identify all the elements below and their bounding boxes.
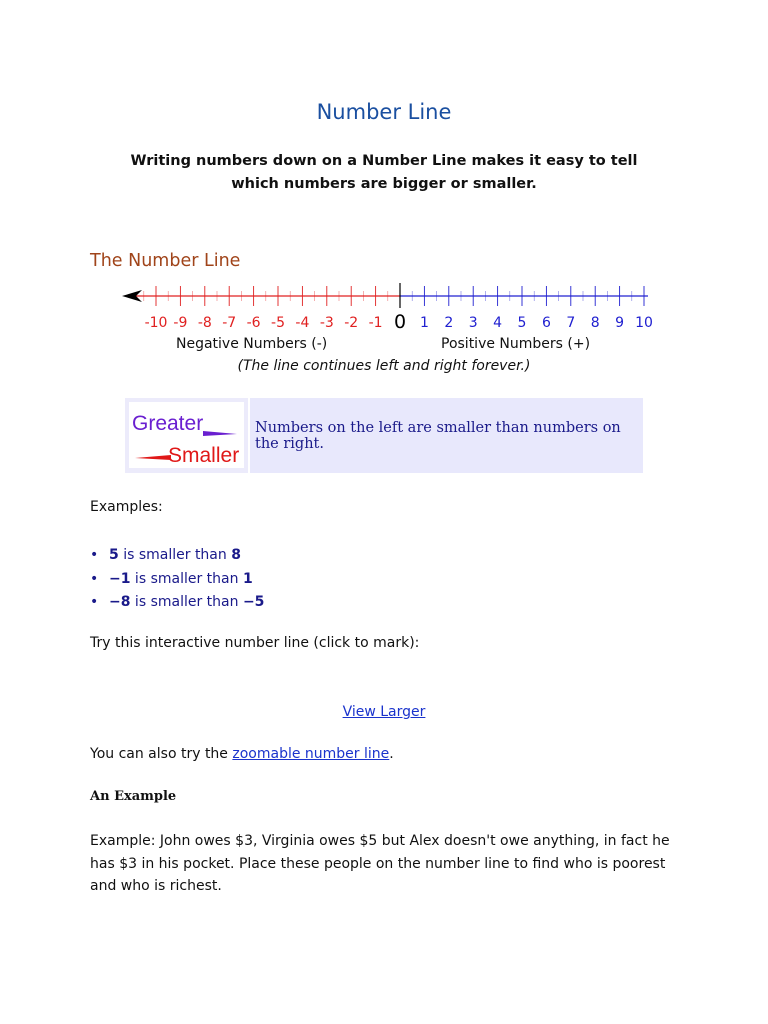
bullet-icon: • xyxy=(90,594,99,610)
tick-label: 9 xyxy=(615,315,625,331)
zoomable-prefix: You can also try the xyxy=(90,746,233,762)
tick-label: -2 xyxy=(344,315,359,331)
tick-label: -10 xyxy=(144,315,168,331)
zoomable-number-line-link[interactable]: zoomable number line xyxy=(232,746,390,762)
positive-numbers-label: Positive Numbers (+) xyxy=(441,336,591,352)
negative-numbers-label: Negative Numbers (-) xyxy=(176,336,328,352)
page-title: Number Line xyxy=(316,100,452,124)
bullet-icon: • xyxy=(90,570,99,587)
zoomable-suffix: . xyxy=(389,746,394,762)
examples-list xyxy=(90,545,264,616)
tick-label: 4 xyxy=(493,315,503,331)
tick-label: -7 xyxy=(222,315,237,331)
an-example-heading: An Example xyxy=(90,789,177,804)
example-a: −8 xyxy=(109,594,131,610)
tick-label: -1 xyxy=(368,315,383,331)
tick-label-zero: 0 xyxy=(393,311,407,333)
number-line-note: (The line continues left and right forever.) xyxy=(237,358,531,374)
tick-label: 2 xyxy=(444,315,454,331)
greater-word: Greater xyxy=(132,412,204,435)
greater-smaller-graphic xyxy=(129,402,244,468)
interactive-prompt: Try this interactive number line (click to mark): xyxy=(90,635,420,651)
tick-label: 8 xyxy=(590,315,600,331)
list-item xyxy=(90,545,264,569)
example-mid: is smaller than xyxy=(130,570,243,587)
example-paragraph: Example: John owes $3, Virginia owes $5 but Alex doesn't owe anything, in fact he has $3 in his pocket. Place these people on the number line to find who is poorest and who is richest. xyxy=(90,833,670,894)
number-line-heading: The Number Line xyxy=(90,251,241,271)
example-mid: is smaller than xyxy=(130,594,243,610)
tick-label: 5 xyxy=(517,315,527,331)
number-line-labels xyxy=(0,336,768,356)
tick-label: -3 xyxy=(319,315,334,331)
intro-text: Writing numbers down on a Number Line makes it easy to tell which numbers are bigger or smaller. xyxy=(130,153,638,192)
smaller-word: Smaller xyxy=(168,444,240,467)
tick-label: 7 xyxy=(566,315,576,331)
number-line-figure xyxy=(118,280,653,335)
tick-label: -8 xyxy=(197,315,212,331)
tick-label: 3 xyxy=(468,315,478,331)
tick-label: -9 xyxy=(173,315,188,331)
example-a: −1 xyxy=(109,570,131,587)
compare-box xyxy=(125,398,643,473)
tick-label: -4 xyxy=(295,315,310,331)
example-mid: is smaller than xyxy=(118,547,232,563)
view-larger-link[interactable]: View Larger xyxy=(342,704,426,720)
tick-label: -6 xyxy=(246,315,261,331)
view-larger-container xyxy=(0,704,768,720)
example-a: 5 xyxy=(109,547,119,563)
examples-label: Examples: xyxy=(90,499,163,515)
smaller-arrow-icon xyxy=(135,455,171,460)
compare-text: Numbers on the left are smaller than numbers on the right. xyxy=(255,419,621,452)
tick-label: 6 xyxy=(541,315,551,331)
bullet-icon: • xyxy=(90,547,99,563)
list-item xyxy=(90,569,264,593)
tick-label: 10 xyxy=(635,315,653,331)
greater-arrow-icon xyxy=(203,431,237,436)
example-b: 1 xyxy=(242,570,253,587)
number-line-svg xyxy=(118,280,653,335)
example-b: −5 xyxy=(242,594,265,610)
zoomable-text xyxy=(90,746,394,762)
greater-smaller-icon xyxy=(125,398,250,473)
example-b: 8 xyxy=(231,547,241,563)
tick-label: -5 xyxy=(271,315,285,331)
tick-label: 1 xyxy=(419,315,429,331)
list-item xyxy=(90,592,264,616)
